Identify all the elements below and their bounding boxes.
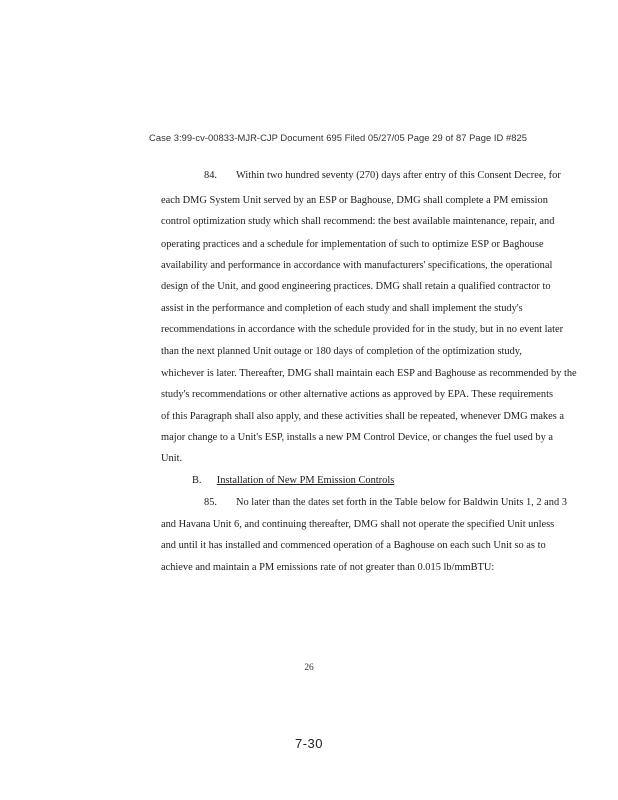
exhibit-page-footer: 7-30 (294, 736, 324, 751)
paragraph-84-line: of this Paragraph shall also apply, and these activities shall be repeated, whenever DMG makes a (161, 411, 564, 422)
case-header: Case 3:99-cv-00833-MJR-CJP Document 695 Filed 05/27/05 Page 29 of 87 Page ID #825 (149, 132, 528, 143)
paragraph-84-line: than the next planned Unit outage or 180 days of completion of the optimization study, (161, 346, 522, 357)
section-b-title: Installation of New PM Emission Controls (216, 475, 395, 486)
paragraph-84-line: Within two hundred seventy (270) days after entry of this Consent Decree, for (236, 170, 561, 181)
paragraph-84-line: control optimization study which shall recommend: the best available maintenance, repair, and (161, 216, 555, 227)
paragraph-84-line: recommendations in accordance with the schedule provided for in the study, but in no event later (161, 324, 564, 335)
paragraph-84-line: study's recommendations or other alternative actions as approved by EPA. These requirements (161, 389, 553, 400)
section-b-heading (192, 475, 394, 486)
paragraph-84-line: Unit. (161, 453, 183, 464)
paragraph-84-line: major change to a Unit's ESP, installs a new PM Control Device, or changes the fuel used by a (161, 432, 554, 443)
paragraph-85-line: achieve and maintain a PM emissions rate of not greater than 0.015 lb/mmBTU: (161, 562, 495, 573)
paragraph-85-number: 85. (204, 497, 217, 508)
paragraph-85-line: No later than the dates set forth in the Table below for Baldwin Units 1, 2 and 3 (236, 497, 567, 508)
paragraph-84-line: operating practices and a schedule for implementation of such to optimize ESP or Baghouse (161, 239, 544, 250)
page-number: 26 (304, 663, 314, 673)
paragraph-85-line: and until it has installed and commenced operation of a Baghouse on each such Unit so as to (161, 540, 546, 551)
paragraph-84-line: each DMG System Unit served by an ESP or Baghouse, DMG shall complete a PM emission (161, 195, 548, 206)
paragraph-84-line: design of the Unit, and good engineering practices. DMG shall retain a qualified contractor to (161, 281, 551, 292)
section-b-letter: B. (192, 475, 202, 486)
paragraph-84-line: availability and performance in accordance with manufacturers' specifications, the operational (161, 260, 553, 271)
paragraph-85-line: and Havana Unit 6, and continuing thereafter, DMG shall not operate the specified Unit unless (161, 519, 555, 530)
paragraph-84-line: assist in the performance and completion of each study and shall implement the study's (161, 303, 523, 314)
paragraph-84-line: whichever is later. Thereafter, DMG shall maintain each ESP and Baghouse as recommended by the (161, 368, 577, 379)
paragraph-84-number: 84. (204, 170, 217, 181)
